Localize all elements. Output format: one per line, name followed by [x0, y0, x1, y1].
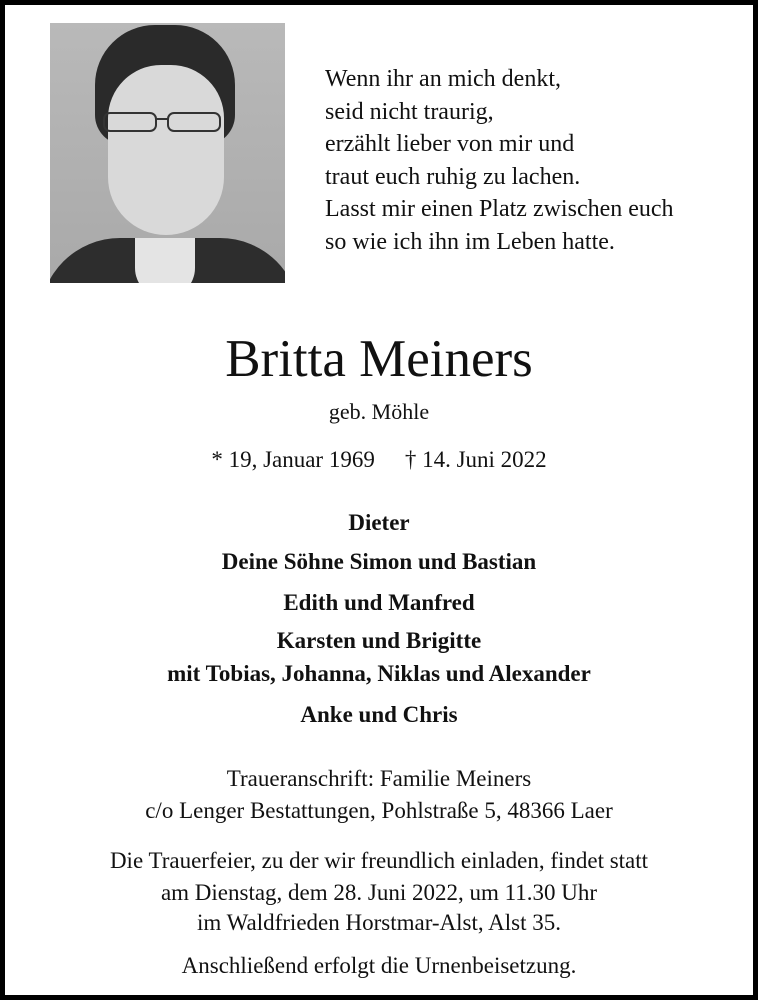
life-dates: [5, 447, 753, 473]
ceremony-line: am Dienstag, dem 28. Juni 2022, um 11.30 Uhr: [160, 880, 598, 905]
closing-line: Anschließend erfolgt die Urnenbeisetzung.: [181, 953, 577, 978]
poem: [325, 63, 674, 258]
deceased-name: Britta Meiners: [225, 330, 533, 388]
portrait-photo: [50, 23, 285, 283]
poem-line: traut euch ruhig zu lachen.: [325, 163, 581, 190]
mourner-line: Karsten und Brigitte: [276, 628, 482, 653]
address-line: c/o Lenger Bestattungen, Pohlstraße 5, 48366 Laer: [145, 798, 613, 823]
poem-line: erzählt lieber von mir und: [325, 131, 575, 157]
mourner-line: Edith und Manfred: [283, 590, 475, 615]
ceremony-line: im Waldfrieden Horstmar-Alst, Alst 35.: [197, 910, 561, 935]
poem-line: so wie ich ihn im Leben hatte.: [325, 228, 615, 255]
poem-line: Wenn ihr an mich denkt,: [325, 66, 562, 92]
mourner-line: Dieter: [348, 510, 410, 535]
mourner-line: Deine Söhne Simon und Bastian: [221, 549, 537, 574]
poem-line: Lasst mir einen Platz zwischen euch: [325, 196, 674, 222]
death-date: † 14. Juni 2022: [404, 447, 547, 472]
address-line: Traueranschrift: Familie Meiners: [226, 766, 532, 791]
mourner-line: Anke und Chris: [300, 702, 458, 727]
birth-date: * 19, Januar 1969: [211, 447, 375, 472]
poem-line: seid nicht traurig,: [325, 98, 494, 125]
maiden-name: geb. Möhle: [328, 399, 430, 424]
ceremony-line: Die Trauerfeier, zu der wir freundlich einladen, findet statt: [109, 848, 649, 873]
mourner-line: mit Tobias, Johanna, Niklas und Alexander: [167, 661, 591, 686]
